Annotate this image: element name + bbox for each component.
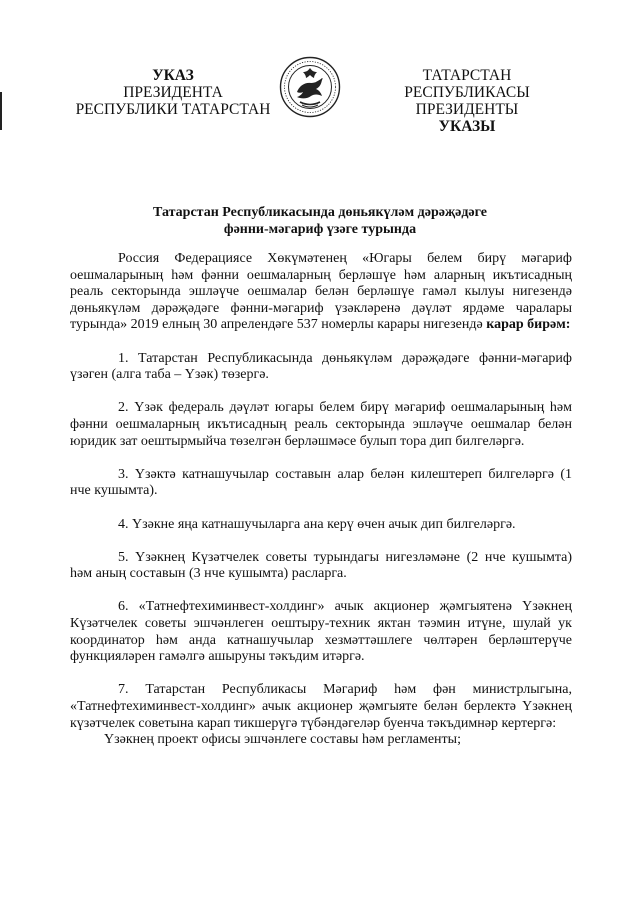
page-edge-mark xyxy=(0,92,2,130)
title-line-1: Татарстан Республикасында дөньякүләм дәрәҗәдәге xyxy=(153,205,487,220)
decree-item-6: 6. «Татнефтехиминвест-холдинг» ачык акционер җәмгыятенә Үзәкнең Күзәтчелек советы эшчәнлеген оештыру-техник яктан тәэмин итүне, шулай ук координатор һәм анда катнашучылар хезмәттәшлеге чөлтәрен берләштерүче функцияләрен гамәлгә ашыруны тәкъдим итәргә. xyxy=(70,599,572,665)
header-right-line-3: УКАЗЫ xyxy=(438,118,496,135)
decree-item-2: 2. Үзәк федераль дәүләт югары белем бирү мәгариф оешмаларының һәм фәнни оешмаларның икътисадның реаль секторында эшләүче оешмалар белән юридик зат оештырмыйча төзелгән берләшмәсе булып тора дип билгеләргә. xyxy=(70,400,572,449)
title-line-2: фәнни-мәгариф үзәге турында xyxy=(223,222,417,237)
preamble-decree-phrase: карар бирәм: xyxy=(486,317,571,333)
header-left-russian xyxy=(68,67,278,118)
header-left-line-2: ПРЕЗИДЕНТА xyxy=(123,84,223,101)
header-left-line-3: РЕСПУБЛИКИ ТАТАРСТАН xyxy=(75,101,271,118)
decree-item-7-subitem: Үзәкнең проект офисы эшчәнлеге составы һәм регламенты; xyxy=(104,732,461,748)
header-left-line-1: УКАЗ xyxy=(152,67,194,84)
header-right-line-1: ТАТАРСТАН РЕСПУБЛИКАСЫ xyxy=(404,67,530,101)
preamble-text: Россия Федерациясе Хөкүмәтенең «Югары белем бирү мәгариф оешмаларының һәм фәнни оешмаларның берләшүе һәм аларның икътисадның реаль секторында эшләүче оешмалар белән берләшүе гамәл кылуы нигезендә дөньякүләм дәрәҗәдәге фәнни-мәгариф үзәкләренә дәүләт ярдәме чаралары турында» 2019 елның 30 апрелендәге 537 номерлы карары нигезендә xyxy=(70,251,572,333)
header-right-tatar xyxy=(362,67,572,135)
document-title xyxy=(60,204,580,238)
tatarstan-emblem-icon xyxy=(279,56,341,118)
document-body xyxy=(70,251,572,749)
preamble-paragraph xyxy=(70,251,572,334)
decree-item-5: 5. Үзәкнең Күзәтчелек советы турындагы нигезләмәне (2 нче кушымта) һәм аның составын (3 нче кушымта) расларга. xyxy=(70,549,572,582)
decree-item-4: 4. Үзәкне яңа катнашучыларга ана керү өчен ачык дип билгеләргә. xyxy=(118,516,516,532)
decree-item-3: 3. Үзәктә катнашучылар составын алар белән килештереп билгеләргә (1 нче кушымта). xyxy=(70,466,572,499)
decree-item-1: 1. Татарстан Республикасында дөньякүләм дәрәҗәдәге фәнни-мәгариф үзәген (алга таба – Үзәк) төзергә. xyxy=(70,350,572,383)
header-right-line-2: ПРЕЗИДЕНТЫ xyxy=(415,101,519,118)
decree-item-7: 7. Татарстан Республикасы Мәгариф һәм фән министрлыгына, «Татнефтехиминвест-холдинг» ачык акционер җәмгыяте белән берлектә Үзәкнең күзәтчелек советына карап тикшерүгә түбәндәгеләр буенча тәкъдимнәр кертергә: xyxy=(70,682,572,731)
